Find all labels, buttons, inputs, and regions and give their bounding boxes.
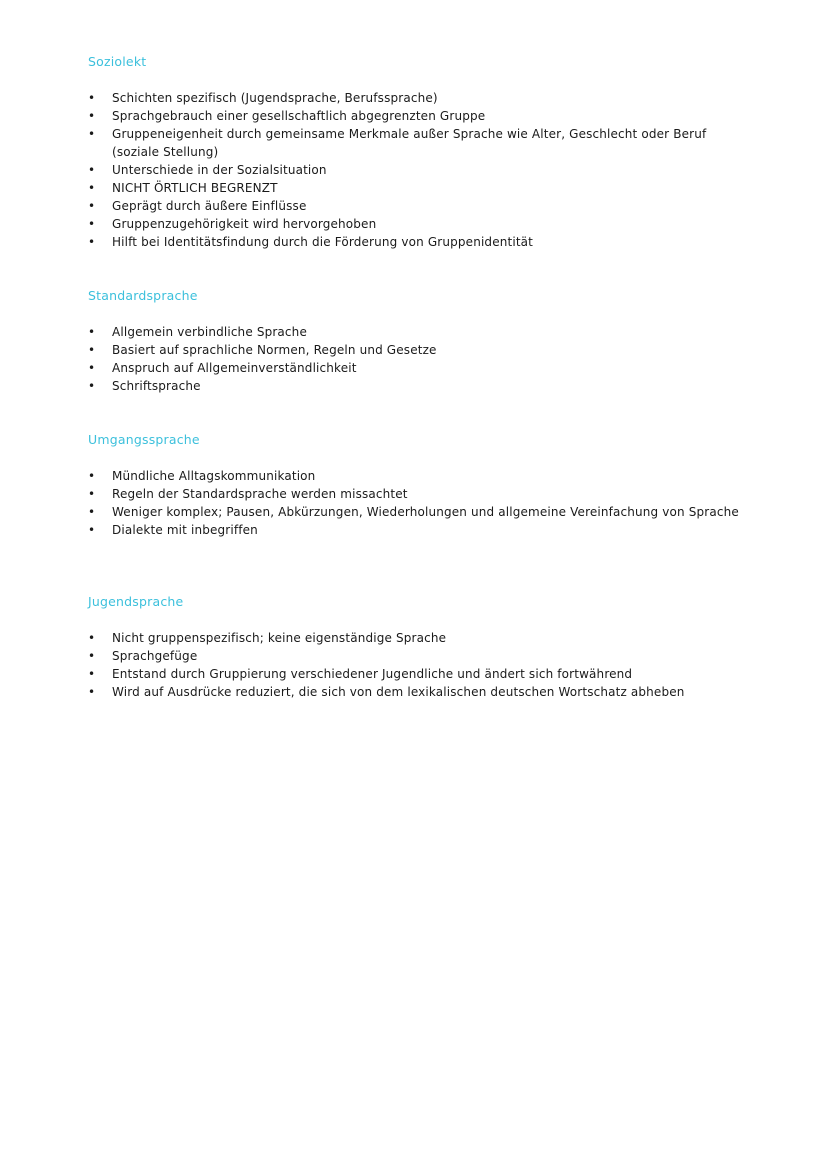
bullet-icon: • bbox=[88, 361, 96, 375]
bullet-icon: • bbox=[88, 325, 96, 339]
list-item-text: Geprägt durch äußere Einflüsse bbox=[112, 199, 307, 213]
list-item bbox=[88, 683, 748, 701]
section-jugendsprache bbox=[88, 593, 748, 701]
section-heading: Standardsprache bbox=[88, 288, 198, 303]
bullet-icon: • bbox=[88, 631, 96, 645]
list-item bbox=[88, 485, 748, 503]
list-item-text: Schriftsprache bbox=[112, 379, 201, 393]
list-item bbox=[88, 467, 748, 485]
bullet-icon: • bbox=[88, 523, 96, 537]
list-item bbox=[88, 521, 748, 539]
bullet-icon: • bbox=[88, 109, 96, 123]
section-heading: Soziolekt bbox=[88, 54, 147, 69]
list-item bbox=[88, 503, 748, 521]
bullet-icon: • bbox=[88, 235, 96, 249]
list-item-text: Unterschiede in der Sozialsituation bbox=[112, 163, 327, 177]
list-item bbox=[88, 161, 748, 179]
list-item-text: Sprachgebrauch einer gesellschaftlich abgegrenzten Gruppe bbox=[112, 109, 486, 123]
list-item-text: Sprachgefüge bbox=[112, 649, 198, 663]
list-item bbox=[88, 89, 748, 107]
list-item bbox=[88, 647, 748, 665]
list-item-text: Schichten spezifisch (Jugendsprache, Berufssprache) bbox=[112, 91, 438, 105]
list-item-text: NICHT ÖRTLICH BEGRENZT bbox=[112, 181, 278, 195]
list-item-text: Nicht gruppenspezifisch; keine eigenständige Sprache bbox=[112, 631, 447, 645]
list-item-text: Basiert auf sprachliche Normen, Regeln und Gesetze bbox=[112, 343, 437, 357]
bullet-icon: • bbox=[88, 667, 96, 681]
list-item bbox=[88, 215, 748, 233]
bullet-list bbox=[88, 323, 748, 395]
list-item bbox=[88, 233, 748, 251]
bullet-list bbox=[88, 467, 748, 539]
bullet-icon: • bbox=[88, 127, 96, 141]
list-item bbox=[88, 179, 748, 197]
list-item-text: Dialekte mit inbegriffen bbox=[112, 523, 258, 537]
bullet-icon: • bbox=[88, 343, 96, 357]
list-item-text: Entstand durch Gruppierung verschiedener Jugendliche und ändert sich fortwährend bbox=[112, 667, 633, 681]
list-item bbox=[88, 665, 748, 683]
bullet-icon: • bbox=[88, 91, 96, 105]
section-heading: Jugendsprache bbox=[88, 594, 184, 609]
section-soziolekt bbox=[88, 53, 748, 251]
bullet-list bbox=[88, 629, 748, 701]
list-item-text: Anspruch auf Allgemeinverständlichkeit bbox=[112, 361, 357, 375]
bullet-icon: • bbox=[88, 487, 96, 501]
bullet-list bbox=[88, 89, 748, 251]
section-heading: Umgangssprache bbox=[88, 432, 200, 447]
bullet-icon: • bbox=[88, 163, 96, 177]
list-item bbox=[88, 629, 748, 647]
list-item bbox=[88, 341, 748, 359]
list-item-text: Gruppenzugehörigkeit wird hervorgehoben bbox=[112, 217, 377, 231]
section-umgangssprache bbox=[88, 431, 748, 539]
bullet-icon: • bbox=[88, 649, 96, 663]
bullet-icon: • bbox=[88, 199, 96, 213]
bullet-icon: • bbox=[88, 469, 96, 483]
list-item-text: Mündliche Alltagskommunikation bbox=[112, 469, 316, 483]
list-item bbox=[88, 107, 748, 125]
list-item bbox=[88, 197, 748, 215]
list-item bbox=[88, 125, 748, 161]
section-standardsprache bbox=[88, 287, 748, 395]
bullet-icon: • bbox=[88, 685, 96, 699]
list-item-text: Wird auf Ausdrücke reduziert, die sich von dem lexikalischen deutschen Wortschatz abheben bbox=[112, 685, 685, 699]
list-item-text: Weniger komplex; Pausen, Abkürzungen, Wiederholungen und allgemeine Vereinfachung von Sprache bbox=[112, 505, 739, 519]
bullet-icon: • bbox=[88, 181, 96, 195]
list-item bbox=[88, 323, 748, 341]
list-item-text: Regeln der Standardsprache werden missachtet bbox=[112, 487, 408, 501]
list-item bbox=[88, 359, 748, 377]
bullet-icon: • bbox=[88, 217, 96, 231]
bullet-icon: • bbox=[88, 505, 96, 519]
list-item-text: Gruppeneigenheit durch gemeinsame Merkmale außer Sprache wie Alter, Geschlecht oder Beruf (soziale Stellung) bbox=[112, 127, 707, 159]
list-item bbox=[88, 377, 748, 395]
list-item-text: Hilft bei Identitätsfindung durch die Förderung von Gruppenidentität bbox=[112, 235, 534, 249]
bullet-icon: • bbox=[88, 379, 96, 393]
list-item-text: Allgemein verbindliche Sprache bbox=[112, 325, 307, 339]
